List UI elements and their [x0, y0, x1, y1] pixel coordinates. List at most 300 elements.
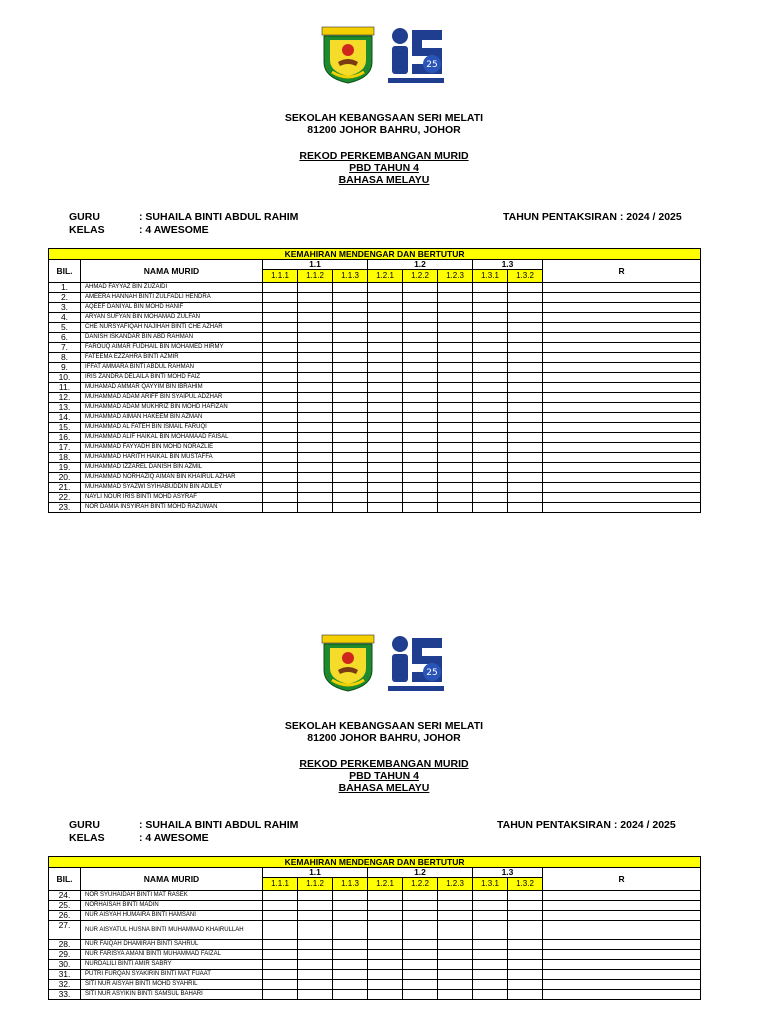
remark-cell[interactable] — [543, 403, 701, 413]
remark-cell[interactable] — [543, 493, 701, 503]
score-cell[interactable] — [403, 373, 438, 383]
score-cell[interactable] — [508, 493, 543, 503]
remark-cell[interactable] — [543, 333, 701, 343]
score-cell[interactable] — [263, 970, 298, 980]
score-cell[interactable] — [403, 940, 438, 950]
score-cell[interactable] — [333, 393, 368, 403]
score-cell[interactable] — [473, 891, 508, 901]
score-cell[interactable] — [438, 463, 473, 473]
score-cell[interactable] — [298, 393, 333, 403]
score-cell[interactable] — [263, 891, 298, 901]
score-cell[interactable] — [473, 970, 508, 980]
score-cell[interactable] — [403, 333, 438, 343]
score-cell[interactable] — [298, 423, 333, 433]
score-cell[interactable] — [333, 970, 368, 980]
score-cell[interactable] — [333, 911, 368, 921]
score-cell[interactable] — [473, 493, 508, 503]
score-cell[interactable] — [403, 911, 438, 921]
score-cell[interactable] — [508, 333, 543, 343]
score-cell[interactable] — [403, 980, 438, 990]
score-cell[interactable] — [263, 901, 298, 911]
score-cell[interactable] — [368, 891, 403, 901]
remark-cell[interactable] — [543, 353, 701, 363]
score-cell[interactable] — [508, 393, 543, 403]
remark-cell[interactable] — [543, 463, 701, 473]
score-cell[interactable] — [473, 413, 508, 423]
score-cell[interactable] — [298, 313, 333, 323]
score-cell[interactable] — [298, 323, 333, 333]
score-cell[interactable] — [263, 960, 298, 970]
score-cell[interactable] — [298, 990, 333, 1000]
score-cell[interactable] — [403, 453, 438, 463]
score-cell[interactable] — [473, 980, 508, 990]
score-cell[interactable] — [298, 333, 333, 343]
remark-cell[interactable] — [543, 323, 701, 333]
score-cell[interactable] — [473, 483, 508, 493]
score-cell[interactable] — [473, 323, 508, 333]
score-cell[interactable] — [298, 343, 333, 353]
score-cell[interactable] — [403, 283, 438, 293]
score-cell[interactable] — [438, 911, 473, 921]
score-cell[interactable] — [508, 453, 543, 463]
score-cell[interactable] — [473, 443, 508, 453]
remark-cell[interactable] — [543, 313, 701, 323]
remark-cell[interactable] — [543, 303, 701, 313]
score-cell[interactable] — [263, 283, 298, 293]
score-cell[interactable] — [508, 383, 543, 393]
score-cell[interactable] — [473, 990, 508, 1000]
score-cell[interactable] — [298, 960, 333, 970]
score-cell[interactable] — [438, 423, 473, 433]
score-cell[interactable] — [263, 483, 298, 493]
score-cell[interactable] — [368, 333, 403, 343]
score-cell[interactable] — [438, 313, 473, 323]
score-cell[interactable] — [333, 303, 368, 313]
score-cell[interactable] — [263, 393, 298, 403]
remark-cell[interactable] — [543, 373, 701, 383]
score-cell[interactable] — [368, 921, 403, 940]
score-cell[interactable] — [298, 283, 333, 293]
score-cell[interactable] — [473, 333, 508, 343]
score-cell[interactable] — [333, 363, 368, 373]
score-cell[interactable] — [298, 901, 333, 911]
score-cell[interactable] — [298, 373, 333, 383]
score-cell[interactable] — [368, 493, 403, 503]
score-cell[interactable] — [438, 363, 473, 373]
score-cell[interactable] — [438, 353, 473, 363]
score-cell[interactable] — [298, 891, 333, 901]
score-cell[interactable] — [438, 940, 473, 950]
remark-cell[interactable] — [543, 293, 701, 303]
score-cell[interactable] — [333, 990, 368, 1000]
remark-cell[interactable] — [543, 343, 701, 353]
score-cell[interactable] — [298, 353, 333, 363]
score-cell[interactable] — [508, 363, 543, 373]
score-cell[interactable] — [298, 503, 333, 513]
score-cell[interactable] — [403, 423, 438, 433]
score-cell[interactable] — [298, 921, 333, 940]
score-cell[interactable] — [368, 373, 403, 383]
score-cell[interactable] — [333, 443, 368, 453]
score-cell[interactable] — [438, 493, 473, 503]
score-cell[interactable] — [473, 453, 508, 463]
score-cell[interactable] — [508, 403, 543, 413]
score-cell[interactable] — [473, 921, 508, 940]
remark-cell[interactable] — [543, 363, 701, 373]
score-cell[interactable] — [473, 363, 508, 373]
score-cell[interactable] — [508, 940, 543, 950]
score-cell[interactable] — [473, 373, 508, 383]
score-cell[interactable] — [263, 443, 298, 453]
score-cell[interactable] — [263, 373, 298, 383]
score-cell[interactable] — [438, 373, 473, 383]
score-cell[interactable] — [473, 393, 508, 403]
score-cell[interactable] — [263, 353, 298, 363]
score-cell[interactable] — [333, 493, 368, 503]
score-cell[interactable] — [403, 960, 438, 970]
score-cell[interactable] — [298, 970, 333, 980]
score-cell[interactable] — [473, 463, 508, 473]
score-cell[interactable] — [508, 911, 543, 921]
score-cell[interactable] — [333, 980, 368, 990]
score-cell[interactable] — [298, 413, 333, 423]
remark-cell[interactable] — [543, 960, 701, 970]
score-cell[interactable] — [403, 353, 438, 363]
score-cell[interactable] — [403, 463, 438, 473]
remark-cell[interactable] — [543, 911, 701, 921]
score-cell[interactable] — [333, 483, 368, 493]
score-cell[interactable] — [368, 970, 403, 980]
score-cell[interactable] — [438, 333, 473, 343]
score-cell[interactable] — [368, 323, 403, 333]
score-cell[interactable] — [263, 433, 298, 443]
score-cell[interactable] — [368, 483, 403, 493]
score-cell[interactable] — [263, 403, 298, 413]
score-cell[interactable] — [508, 343, 543, 353]
score-cell[interactable] — [508, 293, 543, 303]
score-cell[interactable] — [473, 503, 508, 513]
score-cell[interactable] — [333, 313, 368, 323]
score-cell[interactable] — [368, 990, 403, 1000]
score-cell[interactable] — [298, 453, 333, 463]
score-cell[interactable] — [508, 950, 543, 960]
score-cell[interactable] — [508, 313, 543, 323]
score-cell[interactable] — [438, 383, 473, 393]
score-cell[interactable] — [298, 303, 333, 313]
score-cell[interactable] — [508, 891, 543, 901]
score-cell[interactable] — [333, 503, 368, 513]
score-cell[interactable] — [403, 901, 438, 911]
score-cell[interactable] — [368, 413, 403, 423]
score-cell[interactable] — [403, 990, 438, 1000]
score-cell[interactable] — [333, 413, 368, 423]
score-cell[interactable] — [368, 283, 403, 293]
score-cell[interactable] — [333, 950, 368, 960]
score-cell[interactable] — [473, 473, 508, 483]
score-cell[interactable] — [333, 333, 368, 343]
student-row — [49, 283, 701, 293]
score-cell[interactable] — [508, 433, 543, 443]
score-cell[interactable] — [473, 343, 508, 353]
score-cell[interactable] — [438, 970, 473, 980]
score-cell[interactable] — [403, 343, 438, 353]
score-cell[interactable] — [508, 373, 543, 383]
student-number: 3. — [49, 303, 81, 313]
score-cell[interactable] — [403, 303, 438, 313]
score-cell[interactable] — [473, 293, 508, 303]
remark-cell[interactable] — [543, 921, 701, 940]
score-cell[interactable] — [333, 921, 368, 940]
score-cell[interactable] — [508, 960, 543, 970]
remark-cell[interactable] — [543, 970, 701, 980]
score-cell[interactable] — [508, 483, 543, 493]
score-cell[interactable] — [438, 503, 473, 513]
score-cell[interactable] — [263, 493, 298, 503]
score-cell[interactable] — [438, 433, 473, 443]
score-cell[interactable] — [473, 303, 508, 313]
score-cell[interactable] — [298, 950, 333, 960]
remark-cell[interactable] — [543, 283, 701, 293]
score-cell[interactable] — [403, 433, 438, 443]
score-cell[interactable] — [438, 960, 473, 970]
svg-text:25: 25 — [426, 60, 438, 70]
score-cell[interactable] — [263, 313, 298, 323]
score-cell[interactable] — [438, 921, 473, 940]
score-cell[interactable] — [438, 980, 473, 990]
score-cell[interactable] — [368, 343, 403, 353]
score-cell[interactable] — [333, 353, 368, 363]
score-cell[interactable] — [333, 403, 368, 413]
score-cell[interactable] — [508, 303, 543, 313]
score-cell[interactable] — [368, 423, 403, 433]
score-cell[interactable] — [298, 383, 333, 393]
remark-cell[interactable] — [543, 433, 701, 443]
score-cell[interactable] — [368, 353, 403, 363]
score-cell[interactable] — [368, 383, 403, 393]
score-cell[interactable] — [333, 463, 368, 473]
score-cell[interactable] — [263, 911, 298, 921]
score-cell[interactable] — [438, 283, 473, 293]
score-cell[interactable] — [508, 970, 543, 980]
score-cell[interactable] — [263, 990, 298, 1000]
score-cell[interactable] — [403, 383, 438, 393]
score-cell[interactable] — [333, 343, 368, 353]
score-cell[interactable] — [473, 940, 508, 950]
score-cell[interactable] — [298, 980, 333, 990]
remark-cell[interactable] — [543, 940, 701, 950]
score-cell[interactable] — [333, 373, 368, 383]
score-cell[interactable] — [263, 343, 298, 353]
score-cell[interactable] — [508, 283, 543, 293]
score-cell[interactable] — [438, 443, 473, 453]
score-cell[interactable] — [368, 453, 403, 463]
score-cell[interactable] — [403, 503, 438, 513]
score-cell[interactable] — [403, 403, 438, 413]
score-cell[interactable] — [368, 443, 403, 453]
score-cell[interactable] — [333, 283, 368, 293]
score-cell[interactable] — [368, 363, 403, 373]
score-cell[interactable] — [438, 483, 473, 493]
score-cell[interactable] — [508, 323, 543, 333]
score-cell[interactable] — [403, 970, 438, 980]
score-cell[interactable] — [508, 980, 543, 990]
score-cell[interactable] — [263, 950, 298, 960]
score-cell[interactable] — [263, 363, 298, 373]
remark-cell[interactable] — [543, 473, 701, 483]
score-cell[interactable] — [403, 473, 438, 483]
score-cell[interactable] — [333, 891, 368, 901]
score-cell[interactable] — [333, 453, 368, 463]
score-cell[interactable] — [508, 463, 543, 473]
score-cell[interactable] — [473, 403, 508, 413]
score-cell[interactable] — [508, 443, 543, 453]
score-cell[interactable] — [438, 303, 473, 313]
remark-cell[interactable] — [543, 423, 701, 433]
score-cell[interactable] — [263, 303, 298, 313]
score-cell[interactable] — [508, 413, 543, 423]
score-cell[interactable] — [473, 911, 508, 921]
score-cell[interactable] — [438, 323, 473, 333]
score-cell[interactable] — [368, 980, 403, 990]
score-cell[interactable] — [263, 413, 298, 423]
score-cell[interactable] — [368, 950, 403, 960]
score-cell[interactable] — [368, 503, 403, 513]
score-cell[interactable] — [333, 960, 368, 970]
score-cell[interactable] — [298, 911, 333, 921]
score-cell[interactable] — [508, 473, 543, 483]
score-cell[interactable] — [263, 940, 298, 950]
score-cell[interactable] — [403, 393, 438, 403]
score-cell[interactable] — [438, 473, 473, 483]
score-cell[interactable] — [508, 921, 543, 940]
score-cell[interactable] — [438, 901, 473, 911]
score-cell[interactable] — [263, 921, 298, 940]
score-cell[interactable] — [508, 503, 543, 513]
score-cell[interactable] — [368, 960, 403, 970]
remark-cell[interactable] — [543, 980, 701, 990]
score-cell[interactable] — [333, 323, 368, 333]
score-cell[interactable] — [333, 940, 368, 950]
score-cell[interactable] — [368, 433, 403, 443]
score-cell[interactable] — [263, 323, 298, 333]
score-cell[interactable] — [403, 323, 438, 333]
score-cell[interactable] — [438, 990, 473, 1000]
score-cell[interactable] — [473, 283, 508, 293]
score-cell[interactable] — [263, 423, 298, 433]
score-cell[interactable] — [298, 293, 333, 303]
score-cell[interactable] — [263, 333, 298, 343]
score-cell[interactable] — [298, 940, 333, 950]
score-cell[interactable] — [368, 303, 403, 313]
score-cell[interactable] — [438, 891, 473, 901]
score-cell[interactable] — [263, 473, 298, 483]
score-cell[interactable] — [438, 343, 473, 353]
score-cell[interactable] — [403, 891, 438, 901]
score-cell[interactable] — [333, 433, 368, 443]
score-cell[interactable] — [333, 383, 368, 393]
remark-cell[interactable] — [543, 413, 701, 423]
score-cell[interactable] — [298, 493, 333, 503]
score-cell[interactable] — [298, 483, 333, 493]
score-cell[interactable] — [508, 901, 543, 911]
score-cell[interactable] — [403, 493, 438, 503]
score-cell[interactable] — [333, 473, 368, 483]
score-cell[interactable] — [298, 433, 333, 443]
score-cell[interactable] — [473, 960, 508, 970]
score-cell[interactable] — [368, 403, 403, 413]
score-cell[interactable] — [403, 413, 438, 423]
score-cell[interactable] — [298, 363, 333, 373]
score-cell[interactable] — [403, 921, 438, 940]
score-cell[interactable] — [438, 453, 473, 463]
remark-cell[interactable] — [543, 891, 701, 901]
score-cell[interactable] — [298, 443, 333, 453]
score-cell[interactable] — [403, 443, 438, 453]
score-cell[interactable] — [368, 911, 403, 921]
remark-cell[interactable] — [543, 950, 701, 960]
remark-cell[interactable] — [543, 453, 701, 463]
score-cell[interactable] — [473, 383, 508, 393]
score-cell[interactable] — [263, 453, 298, 463]
score-cell[interactable] — [508, 990, 543, 1000]
score-cell[interactable] — [403, 313, 438, 323]
score-cell[interactable] — [403, 293, 438, 303]
score-cell[interactable] — [403, 950, 438, 960]
remark-cell[interactable] — [543, 503, 701, 513]
score-cell[interactable] — [438, 403, 473, 413]
score-cell[interactable] — [333, 293, 368, 303]
score-cell[interactable] — [263, 383, 298, 393]
score-cell[interactable] — [368, 393, 403, 403]
score-cell[interactable] — [403, 363, 438, 373]
score-cell[interactable] — [438, 413, 473, 423]
score-cell[interactable] — [368, 463, 403, 473]
score-cell[interactable] — [298, 473, 333, 483]
score-cell[interactable] — [368, 293, 403, 303]
score-cell[interactable] — [368, 901, 403, 911]
score-cell[interactable] — [263, 463, 298, 473]
score-cell[interactable] — [368, 313, 403, 323]
score-cell[interactable] — [473, 901, 508, 911]
score-cell[interactable] — [263, 293, 298, 303]
score-cell[interactable] — [368, 473, 403, 483]
remark-cell[interactable] — [543, 443, 701, 453]
score-cell[interactable] — [508, 423, 543, 433]
score-cell[interactable] — [438, 393, 473, 403]
score-cell[interactable] — [473, 423, 508, 433]
remark-cell[interactable] — [543, 483, 701, 493]
score-cell[interactable] — [473, 353, 508, 363]
score-cell[interactable] — [508, 353, 543, 363]
score-cell[interactable] — [263, 503, 298, 513]
score-cell[interactable] — [473, 433, 508, 443]
remark-cell[interactable] — [543, 393, 701, 403]
score-cell[interactable] — [403, 483, 438, 493]
score-cell[interactable] — [368, 940, 403, 950]
score-cell[interactable] — [298, 403, 333, 413]
score-cell[interactable] — [473, 950, 508, 960]
score-cell[interactable] — [333, 423, 368, 433]
score-cell[interactable] — [263, 980, 298, 990]
remark-cell[interactable] — [543, 901, 701, 911]
score-cell[interactable] — [438, 950, 473, 960]
remark-cell[interactable] — [543, 383, 701, 393]
score-cell[interactable] — [333, 901, 368, 911]
score-cell[interactable] — [438, 293, 473, 303]
score-cell[interactable] — [298, 463, 333, 473]
score-cell[interactable] — [473, 313, 508, 323]
remark-cell[interactable] — [543, 990, 701, 1000]
